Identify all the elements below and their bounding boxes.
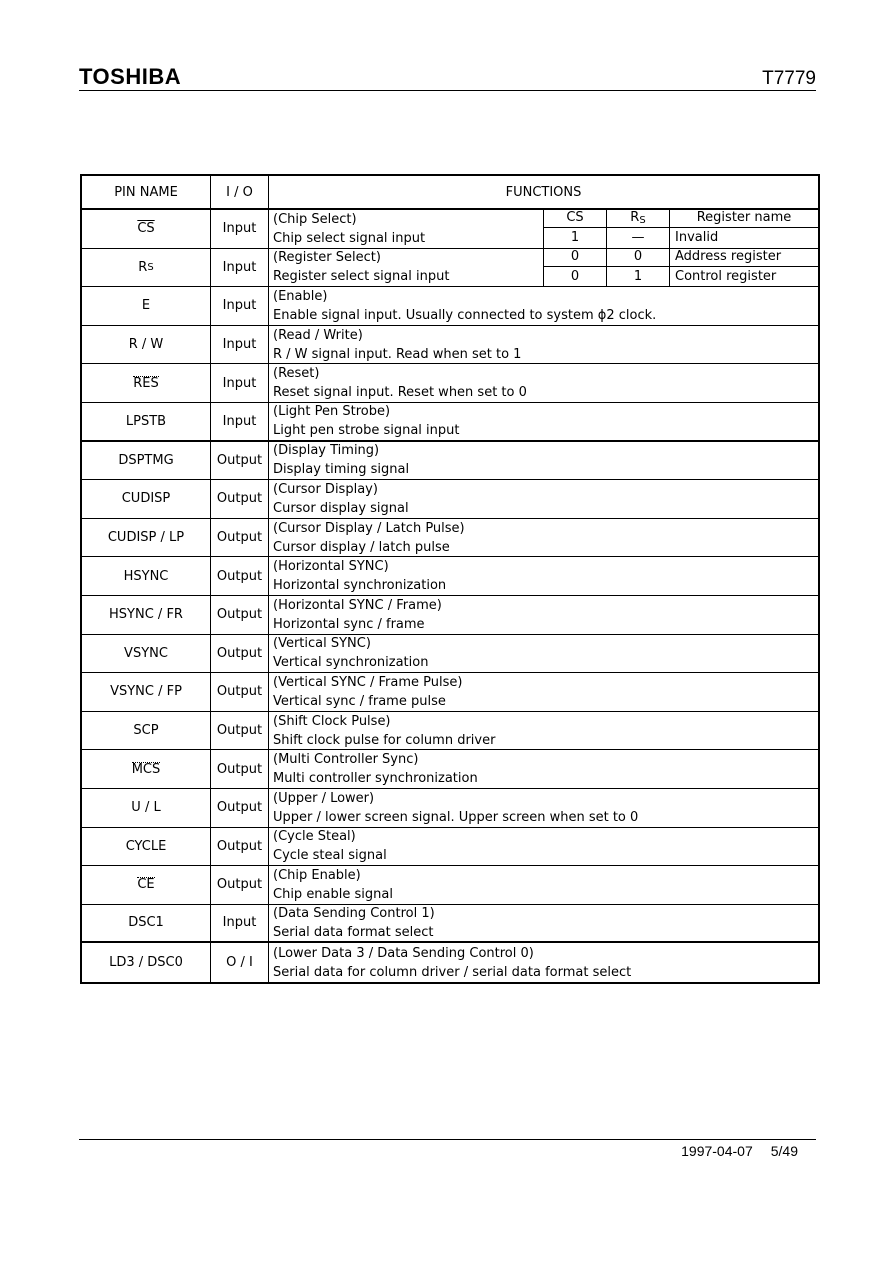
function-description: Horizontal synchronization [273,578,447,594]
function-title: (Chip Enable) [273,867,361,883]
function-description: Multi controller synchronization [273,771,478,787]
function-title: (Vertical SYNC / Frame Pulse) [273,674,463,690]
pin-name: CE [137,877,155,893]
pin-name: SCP [133,723,159,739]
register-rs-value: 1 [607,267,670,287]
pin-name-cell [82,287,211,325]
function-title: (Chip Select) [273,211,357,227]
table-row [82,287,818,326]
pin-name-cell [82,249,211,287]
io-cell: Output [211,442,269,480]
register-header-name: Register name [696,210,792,225]
io-cell: Input [211,403,269,440]
pin-name-cell [82,519,211,557]
function-cell [269,557,818,595]
function-cell [269,596,818,634]
pin-name-cell [82,326,211,364]
pin-name-cell [82,210,211,248]
pin-name: $\overline{CS}$ [137,221,155,237]
io-cell: Output [211,673,269,711]
function-title: (Cursor Display / Latch Pulse) [273,520,465,536]
pin-name-cell [82,635,211,673]
io-cell: Input [211,210,269,248]
function-description: Cycle steal signal [273,848,387,864]
function-title: (Register Select) [273,250,381,266]
header-functions: FUNCTIONS [505,184,582,200]
function-cell [269,326,818,364]
io-cell: Output [211,866,269,904]
pin-name-cell [82,403,211,440]
pin-name: LD3 / DSC0 [109,955,183,971]
function-description: Vertical synchronization [273,655,429,671]
pin-name: DSC1 [128,915,164,931]
register-rs-value: 0 [607,247,670,266]
table-row [82,943,818,982]
io-cell: Output [211,712,269,750]
function-description: Chip enable signal [273,886,393,902]
function-cell [269,210,818,248]
io-cell: Input [211,249,269,287]
pin-name-cell [82,673,211,711]
register-header-rs [607,208,670,227]
pin-name: DSPTMG [118,452,174,468]
pin-name: CYCLE [125,838,167,854]
pin-name-cell [82,750,211,788]
table-row [82,403,818,442]
pin-name: RES [133,375,159,391]
register-cs-value: 1 [544,228,607,247]
function-title: (Lower Data 3 / Data Sending Control 0) [273,945,534,961]
function-cell [269,287,818,325]
table-row [82,210,818,249]
function-cell [269,364,818,402]
pin-name: CUDISP / LP [107,530,185,546]
function-title: (Horizontal SYNC) [273,559,389,575]
register-header-cs [544,208,607,227]
table-row [82,364,818,403]
io-cell: Input [211,287,269,325]
function-cell [269,442,818,480]
footer-rule [79,1139,816,1140]
function-title: (Light Pen Strobe) [273,404,391,420]
pin-name: VSYNC [124,645,168,661]
cs-label: $\overline{CS}$ [566,210,584,225]
function-cell [269,828,818,866]
io-cell: Output [211,828,269,866]
function-title: (Horizontal SYNC / Frame) [273,597,442,613]
io-cell: Output [211,519,269,557]
pin-name-subscript: S [147,261,154,273]
function-description: Reset signal input. Reset when set to 0 [273,385,527,401]
function-title: (Vertical SYNC) [273,636,371,652]
pin-name: LPSTB [125,413,167,429]
footer-page: 5/49 [770,1143,798,1159]
function-title: (Data Sending Control 1) [273,905,435,921]
pin-name-cell [82,364,211,402]
io-cell: Output [211,596,269,634]
table-row [82,480,818,519]
document-number: T7779 [762,68,816,89]
function-cell [269,789,818,827]
header-io: I / O [211,176,269,208]
pin-name-cell [82,442,211,480]
pin-name-cell [82,557,211,595]
pin-name: VSYNC / FP [110,684,182,700]
table-row [82,828,818,867]
table-row [82,596,818,635]
function-title: (Enable) [273,288,328,304]
io-cell: Output [211,635,269,673]
function-title: (Read / Write) [273,327,363,343]
pin-name: E [141,298,151,314]
footer [663,1143,798,1159]
function-title: (Cursor Display) [273,481,378,497]
io-cell: O / I [211,943,269,982]
register-select-table [543,247,818,288]
table-header [82,176,818,210]
table-row [82,249,818,288]
footer-date: 1997-04-07 [681,1143,753,1159]
function-cell [269,480,818,518]
register-table-header [544,208,818,228]
register-rs-value: — [607,228,670,247]
pin-name-cell [82,480,211,518]
pin-name: R / W [128,337,164,353]
function-title: (Multi Controller Sync) [273,752,419,768]
table-body [82,210,818,982]
function-description: Display timing signal [273,462,410,478]
pin-name-cell [82,712,211,750]
io-cell: Output [211,789,269,827]
function-title: (Reset) [273,366,320,382]
function-description: Register select signal input [273,269,450,285]
pin-name: HSYNC [123,568,169,584]
io-cell: Input [211,364,269,402]
pin-name: U / L [131,800,161,816]
pin-name-cell [82,828,211,866]
register-table-row [544,247,818,267]
io-cell: Input [211,905,269,942]
function-description: Light pen strobe signal input [273,423,460,439]
header-rule [79,90,816,91]
table-row [82,442,818,481]
table-row [82,635,818,674]
function-title: (Shift Clock Pulse) [273,713,391,729]
table-row [82,326,818,365]
table-row [82,557,818,596]
table-row [82,750,818,789]
pin-name: MCS [131,761,161,777]
io-cell: Input [211,326,269,364]
function-cell [269,673,818,711]
function-description: Cursor display signal [273,500,409,516]
table-row [82,673,818,712]
function-description: Cursor display / latch pulse [273,539,450,555]
function-description: Serial data for column driver / serial data format select [273,964,632,980]
rs-label: R [630,210,640,225]
function-description: Shift clock pulse for column driver [273,732,496,748]
function-title: (Display Timing) [273,443,380,459]
pin-name-cell [82,866,211,904]
function-description: Enable signal input. Usually connected to system ϕ2 clock. [273,307,657,323]
pin-name-cell [82,905,211,942]
io-cell: Output [211,750,269,788]
pin-function-table [80,174,820,984]
table-row [82,905,818,944]
pin-name: HSYNC / FR [109,607,183,623]
register-name-value: Address register [675,248,782,264]
pin-name: R [138,259,148,275]
pin-name-cell [82,943,211,982]
table-row [82,789,818,828]
function-cell [269,943,818,982]
function-title: (Cycle Steal) [273,829,356,845]
function-description: Chip select signal input [273,230,426,246]
io-cell: Output [211,480,269,518]
register-select-table [543,208,818,249]
register-cs-value: 0 [544,247,607,266]
register-table-row [544,267,818,287]
function-cell [269,712,818,750]
function-description: Serial data format select [273,924,434,940]
function-cell [269,635,818,673]
pin-name-cell [82,789,211,827]
function-description: Upper / lower screen signal. Upper screen when set to 0 [273,809,639,825]
function-cell [269,750,818,788]
register-table-row [544,228,818,248]
table-row [82,712,818,751]
table-row [82,519,818,558]
register-cs-value: 0 [544,267,607,287]
function-description: R / W signal input. Read when set to 1 [273,346,522,362]
pin-name-cell [82,596,211,634]
register-name-value: Control register [675,268,777,284]
brand-logo: TOSHIBA [79,64,182,89]
io-cell: Output [211,557,269,595]
function-cell [269,905,818,942]
function-cell [269,519,818,557]
header-pin-name: PIN NAME [82,176,211,208]
function-cell [269,249,818,287]
table-row [82,866,818,905]
pin-name: CUDISP [121,491,171,507]
function-cell [269,866,818,904]
function-description: Vertical sync / frame pulse [273,693,446,709]
function-title: (Upper / Lower) [273,790,375,806]
register-name-value: Invalid [675,230,719,246]
rs-label-subscript: S [639,215,646,226]
function-cell [269,403,818,440]
function-description: Horizontal sync / frame [273,616,425,632]
